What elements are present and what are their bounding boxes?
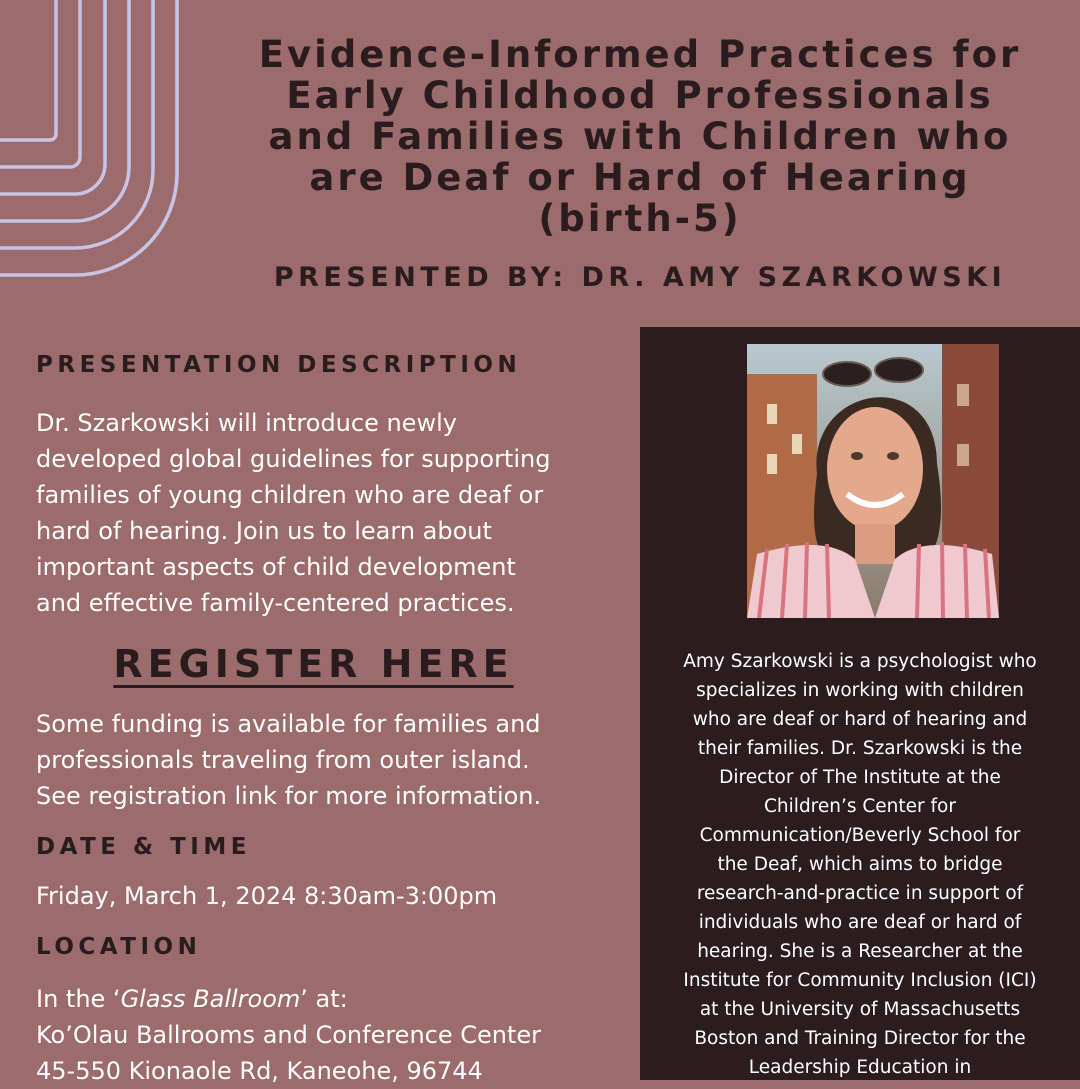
location-line-3: 45-550 Kionaole Rd, Kaneohe, 96744 xyxy=(36,1057,483,1085)
bio-line: hearing. She is a Researcher at the xyxy=(697,941,1023,962)
location-heading: LOCATION xyxy=(36,934,202,960)
date-time-heading: DATE & TIME xyxy=(36,834,251,860)
location-text xyxy=(36,981,636,1089)
description-line: developed global guidelines for supporting xyxy=(36,445,551,473)
title-line: are Deaf or Hard of Hearing xyxy=(309,156,971,199)
location-venue: Glass Ballroom xyxy=(120,985,301,1013)
description-line: hard of hearing. Join us to learn about xyxy=(36,517,492,545)
location-line-2: Ko’Olau Ballrooms and Conference Center xyxy=(36,1021,542,1049)
description-line: Dr. Szarkowski will introduce newly xyxy=(36,409,457,437)
funding-note xyxy=(36,706,636,814)
description-text xyxy=(36,405,636,621)
presenter-bio xyxy=(648,647,1072,1082)
description-heading: PRESENTATION DESCRIPTION xyxy=(36,352,522,378)
bio-line: Communication/Beverly School for xyxy=(699,825,1021,846)
location-suffix: ’ at: xyxy=(300,985,348,1013)
funding-line: professionals traveling from outer island. xyxy=(36,746,530,774)
bio-line: Leadership Education in xyxy=(748,1057,972,1078)
funding-line: See registration link for more information. xyxy=(36,782,542,810)
bio-line: Children’s Center for xyxy=(764,796,956,817)
bio-line: at the University of Massachusetts xyxy=(699,999,1021,1020)
bio-line: individuals who are deaf or hard of xyxy=(698,912,1022,933)
title-line: Evidence-Informed Practices for xyxy=(258,33,1022,76)
description-line: important aspects of child development xyxy=(36,553,516,581)
bio-line: Director of The Institute at the xyxy=(719,767,1001,788)
bio-panel xyxy=(640,327,1080,1080)
bio-line: Amy Szarkowski is a psychologist who xyxy=(683,651,1037,672)
description-line: and effective family-centered practices. xyxy=(36,589,515,617)
bio-line: research-and-practice in support of xyxy=(696,883,1024,904)
funding-line: Some funding is available for families and xyxy=(36,710,541,738)
location-line-1 xyxy=(36,981,636,1017)
bio-line: Institute for Community Inclusion (ICI) xyxy=(683,970,1037,991)
register-here-link[interactable]: REGISTER HERE xyxy=(113,642,514,686)
presenter-photo xyxy=(747,344,999,618)
description-line: families of young children who are deaf or xyxy=(36,481,544,509)
event-title xyxy=(215,34,1065,239)
title-line: (birth-5) xyxy=(538,197,742,240)
location-prefix: In the ‘ xyxy=(36,985,121,1013)
decorative-arcs xyxy=(0,0,190,290)
title-line: and Families with Children who xyxy=(268,115,1012,158)
bio-line: who are deaf or hard of hearing and xyxy=(692,709,1028,730)
arc-lines xyxy=(0,0,177,275)
bio-line: the Deaf, which aims to bridge xyxy=(717,854,1003,875)
bio-line: Boston and Training Director for the xyxy=(694,1028,1026,1049)
title-line: Early Childhood Professionals xyxy=(286,74,994,117)
date-time-value: Friday, March 1, 2024 8:30am-3:00pm xyxy=(36,882,498,910)
bio-line: specializes in working with children xyxy=(696,680,1024,701)
presenter-line: PRESENTED BY: DR. AMY SZARKOWSKI xyxy=(273,262,1007,293)
bio-line: their families. Dr. Szarkowski is the xyxy=(697,738,1023,759)
